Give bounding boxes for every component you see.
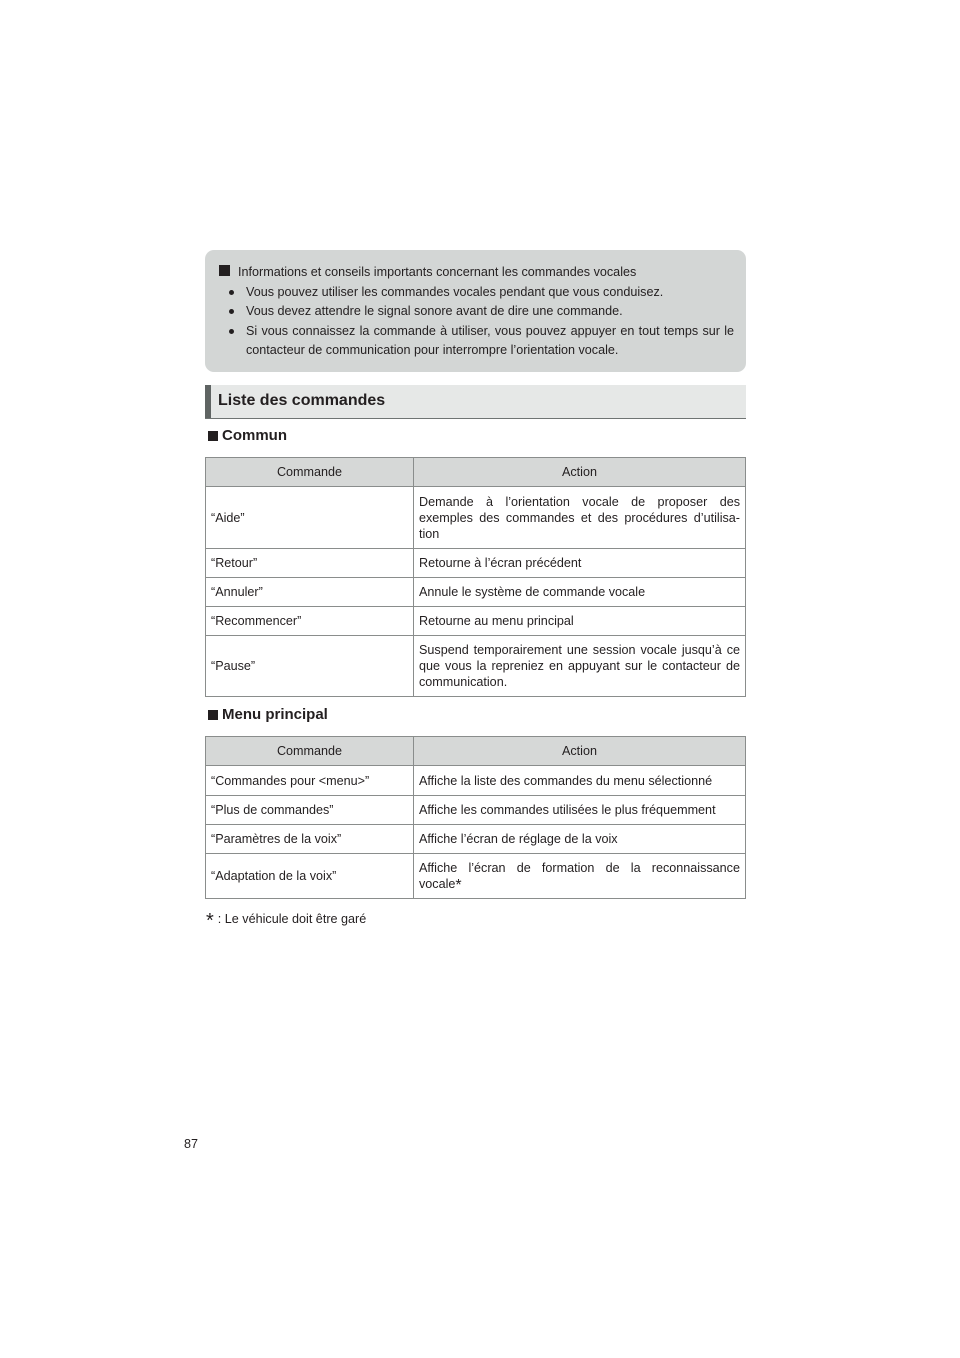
table-row bbox=[206, 766, 746, 796]
command-cell: “Annuler” bbox=[206, 578, 414, 607]
action-cell: Suspend temporairement une session vocale jusqu’à ce que vous la repreniez en appuyant sur le contacteur de communication. bbox=[414, 636, 746, 697]
bullet-dot-icon bbox=[229, 290, 234, 295]
table-row bbox=[206, 549, 746, 578]
command-cell: “Adaptation de la voix” bbox=[206, 854, 414, 899]
info-bullet: Vous devez attendre le signal sonore avant de dire une commande. bbox=[219, 302, 734, 322]
info-bullet: Vous pouvez utiliser les commandes vocales pendant que vous conduisez. bbox=[219, 283, 734, 303]
section-header bbox=[205, 385, 746, 419]
table-row bbox=[206, 854, 746, 899]
info-bullet: Si vous connaissez la commande à utiliser, vous pouvez appuyer en tout temps sur le contacteur de communication pour interrompre l’orientation vocale. bbox=[219, 322, 734, 361]
footnote-marker: * bbox=[455, 877, 462, 894]
column-header-command: Commande bbox=[206, 737, 414, 766]
command-cell: “Commandes pour <menu>” bbox=[206, 766, 414, 796]
info-box-title: Informations et conseils importants concernant les commandes vocales bbox=[219, 263, 734, 283]
subheading-commun: Commun bbox=[208, 427, 287, 444]
column-header-action: Action bbox=[414, 458, 746, 487]
action-cell: Affiche les commandes utilisées le plus fréquemment bbox=[414, 796, 746, 825]
bullet-dot-icon bbox=[229, 329, 234, 334]
action-cell: Retourne au menu principal bbox=[414, 607, 746, 636]
column-header-action: Action bbox=[414, 737, 746, 766]
action-cell bbox=[414, 854, 746, 899]
table-row bbox=[206, 796, 746, 825]
table-header-row bbox=[206, 458, 746, 487]
square-bullet-icon bbox=[208, 431, 218, 441]
command-cell: “Recommencer” bbox=[206, 607, 414, 636]
table-header-row bbox=[206, 737, 746, 766]
command-cell: “Aide” bbox=[206, 487, 414, 549]
action-cell: Affiche l’écran de réglage de la voix bbox=[414, 825, 746, 854]
action-cell: Annule le système de commande vocale bbox=[414, 578, 746, 607]
table-row bbox=[206, 578, 746, 607]
command-cell: “Pause” bbox=[206, 636, 414, 697]
subheading-menu-principal: Menu principal bbox=[208, 706, 328, 723]
table-row bbox=[206, 607, 746, 636]
table-row bbox=[206, 487, 746, 549]
action-cell: Affiche la liste des commandes du menu sélectionné bbox=[414, 766, 746, 796]
action-text: Affiche l’écran de formation de la reconnaissance vocale bbox=[419, 861, 740, 891]
command-cell: “Retour” bbox=[206, 549, 414, 578]
section-accent-bar bbox=[205, 385, 211, 418]
section-title: Liste des commandes bbox=[218, 392, 386, 409]
menu-commands-table bbox=[205, 736, 746, 899]
info-box bbox=[205, 250, 746, 372]
bullet-dot-icon bbox=[229, 309, 234, 314]
column-header-command: Commande bbox=[206, 458, 414, 487]
commun-commands-table bbox=[205, 457, 746, 697]
table-row bbox=[206, 636, 746, 697]
command-cell: “Paramètres de la voix” bbox=[206, 825, 414, 854]
action-cell: Demande à l’orientation vocale de proposer des exemples des commandes et des procédures d’utilisa-tion bbox=[414, 487, 746, 549]
square-bullet-icon bbox=[208, 710, 218, 720]
footnote bbox=[206, 906, 367, 932]
action-cell: Retourne à l’écran précédent bbox=[414, 549, 746, 578]
page-number: 87 bbox=[184, 1137, 199, 1151]
command-cell: “Plus de commandes” bbox=[206, 796, 414, 825]
footnote-text: : Le véhicule doit être garé bbox=[217, 912, 367, 926]
footnote-star: * bbox=[206, 910, 214, 932]
table-row bbox=[206, 825, 746, 854]
square-bullet-icon bbox=[219, 265, 230, 276]
